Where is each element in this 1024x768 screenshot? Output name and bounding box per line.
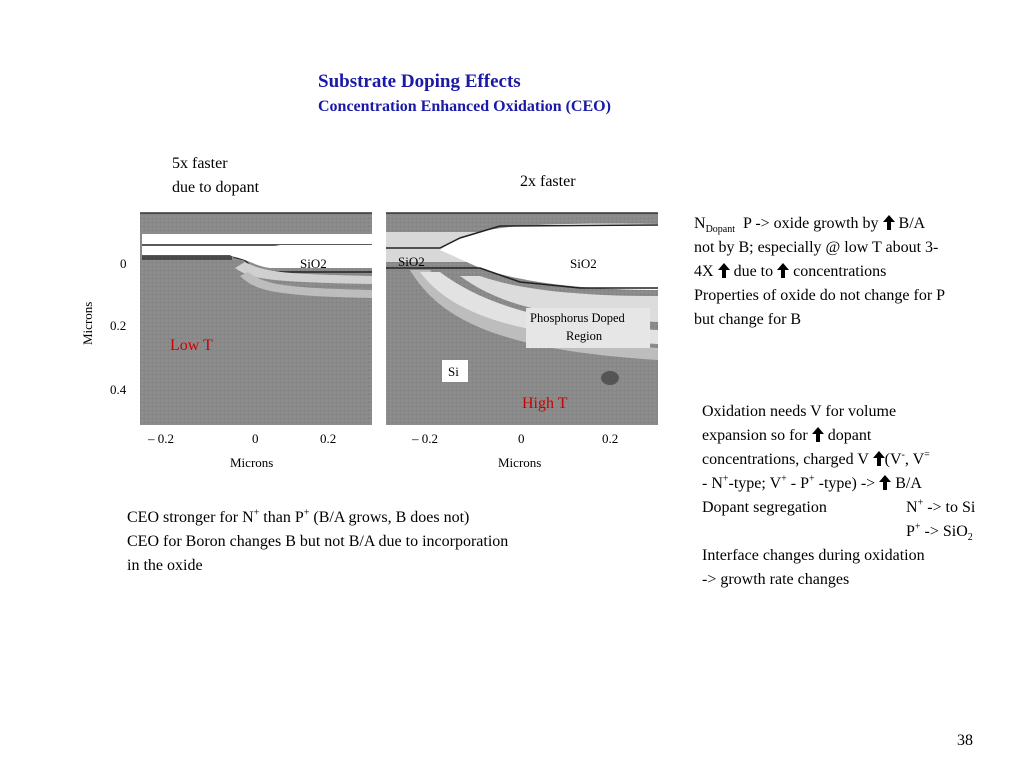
note-text: P: [906, 523, 915, 540]
note-text: than P: [263, 509, 304, 526]
up-arrow-icon: [883, 215, 895, 230]
note-text: (B/A grows, B does not): [313, 509, 470, 526]
right-sio2-label-1: SiO2: [398, 254, 425, 269]
right-x-tick-pos: 0.2: [602, 431, 619, 446]
up-arrow-icon: [879, 475, 891, 490]
superscript: =: [924, 449, 930, 461]
high-t-label: High T: [522, 395, 568, 412]
superscript: +: [722, 473, 729, 485]
up-arrow-icon: [812, 427, 824, 442]
note-text: due to: [733, 263, 774, 280]
note-text: B/A: [895, 475, 922, 492]
note-ndopant-line: [694, 212, 925, 236]
page-number: 38: [957, 732, 973, 749]
superscript: +: [253, 507, 260, 519]
right-sio2-label-2: SiO2: [570, 256, 597, 271]
note-text: concentrations: [793, 263, 887, 280]
note-text: (V: [884, 451, 902, 468]
left-x-tick-neg: – 0.2: [148, 431, 174, 446]
caption-due-to-dopant: due to dopant: [172, 179, 260, 196]
note-text: CEO stronger for N: [127, 509, 254, 526]
phosphorus-region-label-2: Region: [566, 329, 603, 343]
up-arrow-icon: [777, 263, 789, 278]
superscript: +: [917, 497, 924, 509]
caption-2x-faster: 2x faster: [520, 173, 576, 190]
right-x-axis-label: Microns: [498, 455, 542, 470]
note-line-5: but change for B: [694, 311, 802, 328]
up-arrow-icon: [718, 263, 730, 278]
si-label: Si: [448, 364, 459, 379]
note-text: concentrations, charged V: [702, 451, 869, 468]
oxidation-note-6: [906, 520, 973, 544]
superscript: +: [303, 507, 310, 519]
y-axis-label: Microns: [80, 301, 95, 345]
slide-subtitle: Concentration Enhanced Oxidation (CEO): [318, 98, 611, 115]
oxidation-note-4: [702, 472, 922, 496]
left-x-tick-0: 0: [252, 431, 259, 446]
ceo-note-1: [127, 506, 469, 530]
slide-title: Substrate Doping Effects: [318, 71, 521, 92]
right-x-tick-neg: – 0.2: [412, 431, 438, 446]
left-x-axis-label: Microns: [230, 455, 274, 470]
ceo-note-2: CEO for Boron changes B but not B/A due to incorporation: [127, 533, 509, 550]
note-line-2: not by B; especially @ low T about 3-: [694, 239, 939, 256]
note-text: -> to Si: [927, 499, 976, 516]
note-text: N: [906, 499, 918, 516]
note-text: -type; V: [728, 475, 782, 492]
left-sio2-label: SiO2: [300, 256, 327, 271]
y-tick-0-4: 0.4: [110, 382, 127, 397]
note-text: -> SiO: [924, 523, 968, 540]
oxidation-note-5b: [906, 496, 975, 520]
superscript: -: [901, 449, 905, 461]
left-x-tick-pos: 0.2: [320, 431, 337, 446]
ceo-note-3: in the oxide: [127, 557, 203, 574]
note-text: dopant: [827, 427, 872, 444]
low-t-label: Low T: [170, 337, 213, 354]
oxidation-note-3: [702, 448, 930, 472]
y-tick-0-2: 0.2: [110, 318, 127, 333]
n-symbol: N: [694, 215, 706, 232]
note-text: , V: [904, 451, 925, 468]
note-text: 4X: [694, 263, 714, 280]
y-tick-0: 0: [120, 256, 127, 271]
dopant-subscript: Dopant: [705, 224, 736, 236]
oxidation-note-7: Interface changes during oxidation: [702, 547, 925, 564]
note-text: - N: [702, 475, 723, 492]
note-text: B/A: [898, 215, 926, 232]
note-line-3: [694, 260, 886, 284]
note-line-4: Properties of oxide do not change for P: [694, 287, 946, 304]
oxidation-note-8: -> growth rate changes: [702, 571, 850, 588]
oxidation-note-2: [702, 424, 871, 448]
caption-5x-faster: 5x faster: [172, 155, 228, 172]
oxidation-note-5: Dopant segregation: [702, 499, 827, 516]
note-text: -type) ->: [818, 475, 876, 492]
right-x-tick-0: 0: [518, 431, 525, 446]
subscript: 2: [967, 532, 973, 544]
note-text: P -> oxide growth by: [743, 215, 879, 232]
superscript: +: [781, 473, 787, 485]
superscript: +: [809, 473, 815, 485]
phosphorus-region-label-1: Phosphorus Doped: [530, 311, 625, 325]
superscript: +: [914, 521, 921, 533]
up-arrow-icon: [873, 451, 885, 466]
note-text: - P: [790, 475, 809, 492]
left-panel: [140, 213, 372, 425]
oxidation-figure: [80, 210, 660, 485]
oxidation-note-1: Oxidation needs V for volume: [702, 403, 897, 420]
note-text: expansion so for: [702, 427, 808, 444]
